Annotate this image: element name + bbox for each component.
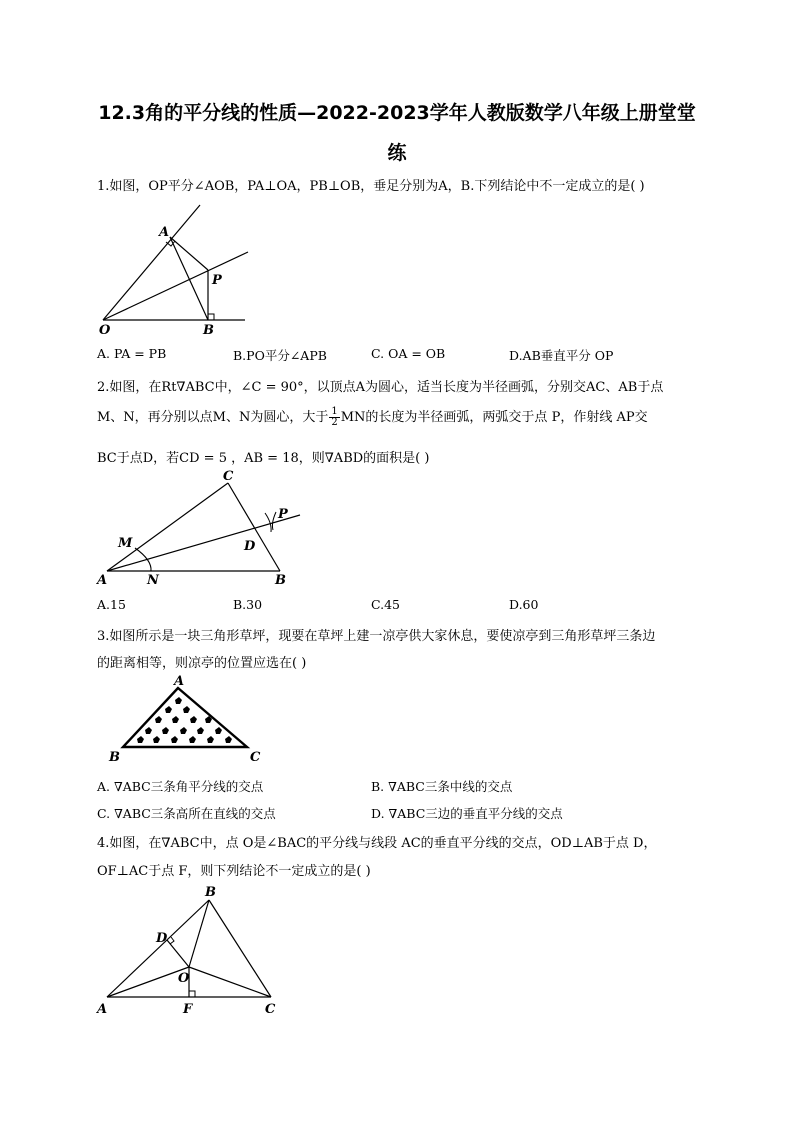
question-3-stem-line-1: 3.如图所示是一块三角形草坪，现要在草坪上建一凉亭供大家休息，要使凉亭到三角形草坪三条边 [97,629,656,644]
document-title-line-2: 练 [387,142,407,164]
q1-option-a[interactable]: A. PA = PB [97,346,167,361]
question-2-stem-line-3: BC于点D，若CD = 5 ，AB = 18，则∇ABD的面积是( ) [97,451,430,466]
question-1-figure [95,200,255,340]
question-4-stem-line-1: 4.如图，在∇ABC中，点 O是∠BAC的平分线与线段 AC的垂直平分线的交点，OD⊥AB于点 D， [97,836,657,851]
q3-label-c: C [250,750,261,765]
question-2-stem-line-1: 2.如图，在Rt∇ABC中，∠C = 90°，以顶点A为圆心，适当长度为半径画弧，分别交AC、AB于点 [97,380,664,395]
q2-option-b[interactable]: B.30 [233,597,263,612]
q3-label-b: B [109,750,120,765]
question-2-figure [95,468,310,588]
question-2-stem-line-2 [97,406,648,428]
q1-option-b[interactable]: B.PO平分∠APB [233,348,327,363]
q1-label-p: P [212,273,222,288]
fraction-one-half [329,407,339,428]
q2-label-c: C [223,469,234,484]
question-4-stem-line-2: OF⊥AC于点 F，则下列结论不一定成立的是( ) [97,864,371,879]
fraction-denominator: 2 [331,417,338,428]
q4-label-o: O [178,971,190,986]
q3-option-c[interactable]: C. ∇ABC三条高所在直线的交点 [97,806,276,821]
document-title-line-1: 12.3角的平分线的性质—2022-2023学年人教版数学八年级上册堂堂 [98,102,696,124]
question-1-stem: 1.如图，OP平分∠AOB，PA⊥OA，PB⊥OB，垂足分别为A，B.下列结论中不一定成立的是( ) [97,179,645,194]
q1-label-o: O [99,323,111,338]
q2-stem2b: MN的长度为半径画弧，两弧交于点 P，作射线 AP交 [340,410,648,425]
q2-label-b: B [275,573,286,588]
question-3-figure [105,675,270,765]
q4-label-f: F [183,1002,193,1017]
q3-option-d[interactable]: D. ∇ABC三边的垂直平分线的交点 [371,806,563,821]
q1-option-d[interactable]: D.AB垂直平分 OP [509,348,614,363]
q3-label-a: A [174,674,185,689]
q1-option-c[interactable]: C. OA = OB [371,346,446,361]
q4-label-a: A [97,1002,108,1017]
q3-option-b[interactable]: B. ∇ABC三条中线的交点 [371,779,513,794]
q4-label-c: C [265,1002,276,1017]
question-3-stem-line-2: 的距离相等，则凉亭的位置应选在( ) [97,656,307,671]
q4-label-d: D [156,931,168,946]
q1-label-a: A [159,225,170,240]
q2-label-a: A [97,573,108,588]
q2-label-p: P [278,507,288,522]
fraction-numerator: 1 [331,406,338,417]
q2-label-n: N [147,573,159,588]
question-4-figure [95,882,285,1017]
q3-option-a[interactable]: A. ∇ABC三条角平分线的交点 [97,779,264,794]
q2-option-d[interactable]: D.60 [509,597,539,612]
q2-option-c[interactable]: C.45 [371,597,400,612]
q2-label-d: D [244,539,256,554]
q2-label-m: M [118,536,133,551]
q2-stem2a: M、N，再分别以点M、N为圆心，大于 [97,410,329,425]
q2-option-a[interactable]: A.15 [97,597,126,612]
q4-label-b: B [205,885,216,900]
q1-label-b: B [203,323,214,338]
